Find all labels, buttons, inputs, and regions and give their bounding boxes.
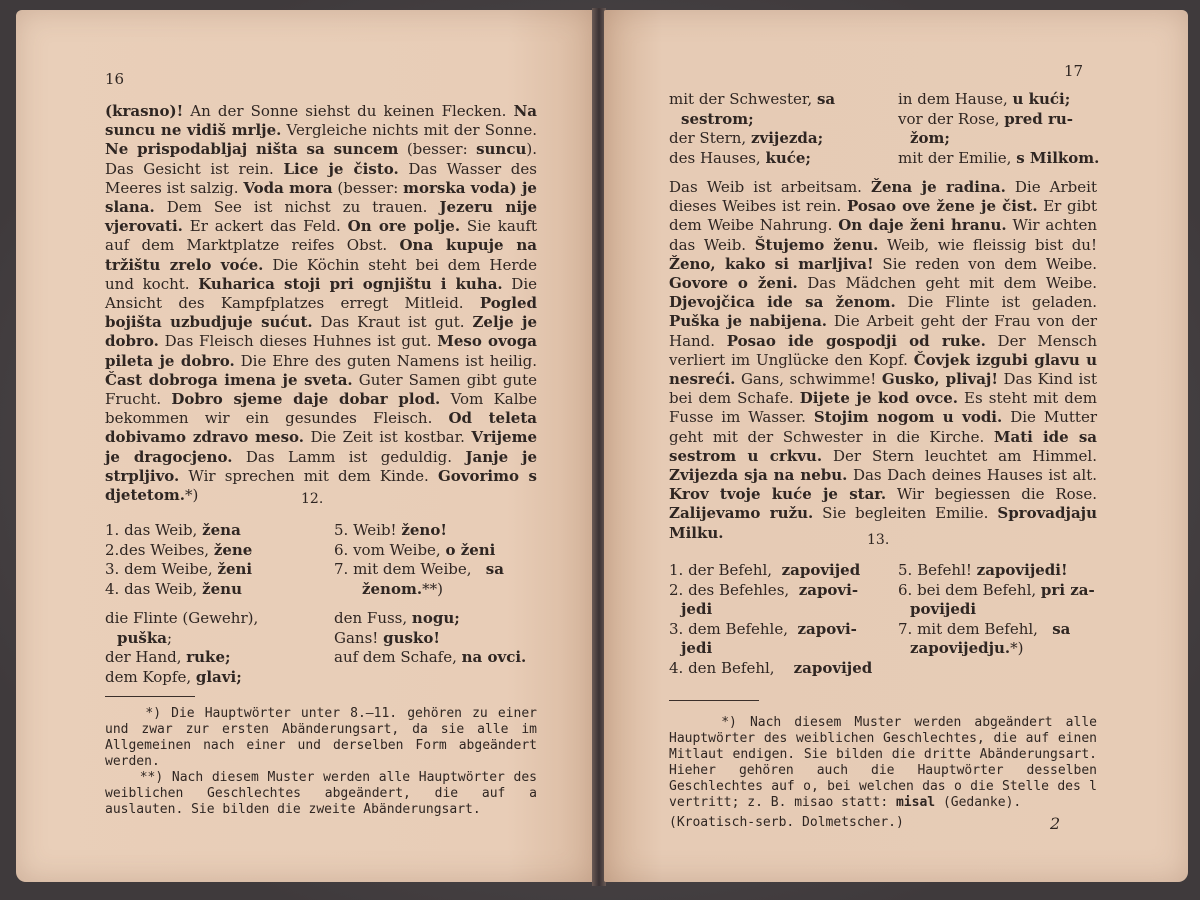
text-line: ženom.**)	[362, 579, 443, 598]
right-page	[604, 10, 1188, 882]
text-line: 7. mit dem Weibe, sa	[334, 560, 504, 578]
page-number: 16	[105, 70, 125, 88]
declension-column-right	[898, 561, 1108, 659]
text-line: 4. das Weib, ženu	[105, 579, 242, 598]
section-number: 12.	[301, 491, 324, 507]
footer-title: (Kroatisch-serb. Dolmetscher.)	[669, 815, 904, 830]
declension-column-left	[105, 521, 315, 599]
text-line: dem Kopfe, glavi;	[105, 667, 242, 686]
text-line: sestrom;	[681, 109, 754, 128]
left-page	[16, 10, 594, 882]
footnotes: *) Die Hauptwörter unter 8.—11. gehören zu einer und zwar zur ersten Abänderungsart, da sie alle im Allgemeinen nach einer und derselben Form abgeändert werden. **) Nach diesem Muster werden alle Hauptwörter des weiblichen Geschlechtes abgeändert, die auf a auslauten. Sie bilden die zweite Abänderungsart.	[105, 706, 537, 817]
lesson-paragraph: Das Weib ist arbeitsam. Žena je radina. Die Arbeit dieses Weibes ist rein. Posao ove žene je čist. Er gibt dem Weibe Nahrung. On daje ženi hranu. Wir achten das Weib. Štujemo ženu. Weib, wie fleissig bist du! Ženo, kako si marljiva! Sie reden von dem Weibe. Govore o ženi. Das Mädchen geht mit dem Weibe. Djevojčica ide sa ženom. Die Flinte ist geladen. Puška je nabijena. Die Arbeit geht der Frau von der Hand. Posao ide gospodji od ruke. Der Mensch verliert im Unglücke den Kopf. Čovjek izgubi glavu u nesreći. Gans, schwimme! Gusko, plivaj! Das Kind ist bei dem Schafe. Dijete je kod ovce. Es steht mit dem Fusse im Wasser. Stojim nogom u vodi. Die Mutter geht mit der Schwester in die Kirche. Mati ide sa sestrom u crkvu. Der Stern leuchtet am Himmel. Zvijezda sja na nebu. Das Dach deines Hauses ist alt. Krov tvoje kuće je star. Wir begiessen die Rose. Zalijevamo ružu. Sie begleiten Emilie. Sprovadjaju Milku.	[669, 178, 1098, 542]
footnote: *) Nach diesem Muster werden abgeändert alle Hauptwörter des weiblichen Geschlechtes, die auf einen Mitlaut endigen. Sie bilden die dritte Abänderungsart. Hieher gehören auch die Hauptwörter desselben Geschlechtes auf o, bei welchen das o die Stelle des l vertritt; z. B. misao statt: misal (Gedanke).	[669, 715, 1097, 810]
footnote-divider	[105, 696, 195, 697]
footnote-divider	[669, 700, 759, 701]
text-line: in dem Hause, u kući;	[898, 90, 1071, 108]
text-line: puška;	[117, 628, 173, 647]
text-line: den Fuss, nogu;	[334, 609, 460, 627]
section-number: 13.	[867, 532, 890, 548]
text-line: des Hauses, kuće;	[669, 148, 811, 167]
text-line: jedi	[681, 639, 713, 657]
declension-column-left	[669, 561, 879, 678]
text-line: der Stern, zvijezda;	[669, 129, 824, 147]
text-line: 7. mit dem Befehl, sa	[898, 619, 1071, 638]
text-line: auf dem Schafe, na ovci.	[334, 648, 527, 666]
lesson-paragraph: (krasno)! An der Sonne siehst du keinen Flecken. Na suncu ne vidiš mrlje. Vergleiche nichts mit der Sonne. Ne prispodabljaj ništa sa suncem (besser: suncu). Das Gesicht ist rein. Lice je čisto. Das Wasser des Meeres ist salzig. Voda mora (besser: morska voda) je slana. Dem See ist nichst zu trauen. Jezeru nije vjerovati. Er ackert das Feld. On ore polje. Sie kauft auf dem Marktplatze reifes Obst. Ona kupuje na tržištu zrelo voće. Die Köchin steht bei dem Herde und kocht. Kuharica stoji pri ognjištu i kuha. Die Ansicht des Kampfplatzes erregt Mitleid. Pogled bojišta uzbudjuje sućut. Das Kraut ist gut. Zelje je dobro. Das Fleisch dieses Huhnes ist gut. Meso ovoga pileta je dobro. Die Ehre des guten Namens ist heilig. Čast dobroga imena je sveta. Guter Samen gibt gute Frucht. Dobro sjeme daje dobar plod. Vom Kalbe bekommen wir ein gesundes Fleisch. Od teleta dobivamo zdravo meso. Die Zeit ist kostbar. Vrijeme je dragocjeno. Das Lamm ist geduldig. Janje je strpljivo. Wir sprechen mit dem Kinde. Govorimo s djetetom.*)	[105, 102, 538, 505]
vocabulary-column-right	[334, 609, 554, 668]
text-line: der Hand, ruke;	[105, 648, 231, 666]
text-line: jedi	[681, 600, 713, 618]
signature-mark: 2	[1050, 814, 1061, 833]
text-line: 6. vom Weibe, o ženi	[334, 540, 496, 559]
text-line: 2. des Befehles, zapovi-	[669, 580, 859, 599]
text-line: povijedi	[910, 600, 977, 618]
declension-column-right	[334, 521, 544, 599]
text-line: žom;	[910, 129, 950, 147]
page-number: 17	[1064, 62, 1084, 80]
text-line: 3. dem Befehle, zapovi-	[669, 619, 857, 638]
text-line: 4. den Befehl, zapovijed	[669, 658, 873, 677]
vocabulary-column-left	[669, 90, 869, 168]
text-line: 6. bei dem Befehl, pri za-	[898, 580, 1095, 599]
text-line: die Flinte (Gewehr),	[105, 609, 259, 627]
text-line: 3. dem Weibe, ženi	[105, 560, 253, 578]
text-line: 5. Befehl! zapovijedi!	[898, 561, 1068, 579]
text-line: Gans! gusko!	[334, 628, 440, 647]
text-line: mit der Emilie, s Milkom.	[898, 148, 1100, 167]
vocabulary-column-left	[105, 609, 325, 687]
text-line: 1. der Befehl, zapovijed	[669, 561, 861, 579]
text-line: vor der Rose, pred ru-	[898, 109, 1073, 128]
text-line: zapovijedju.*)	[910, 639, 1024, 657]
text-line: 5. Weib! ženo!	[334, 521, 447, 539]
text-line: 1. das Weib, žena	[105, 521, 241, 539]
vocabulary-column-right	[898, 90, 1098, 168]
text-line: 2.des Weibes, žene	[105, 540, 253, 559]
text-line: mit der Schwester, sa	[669, 90, 836, 108]
